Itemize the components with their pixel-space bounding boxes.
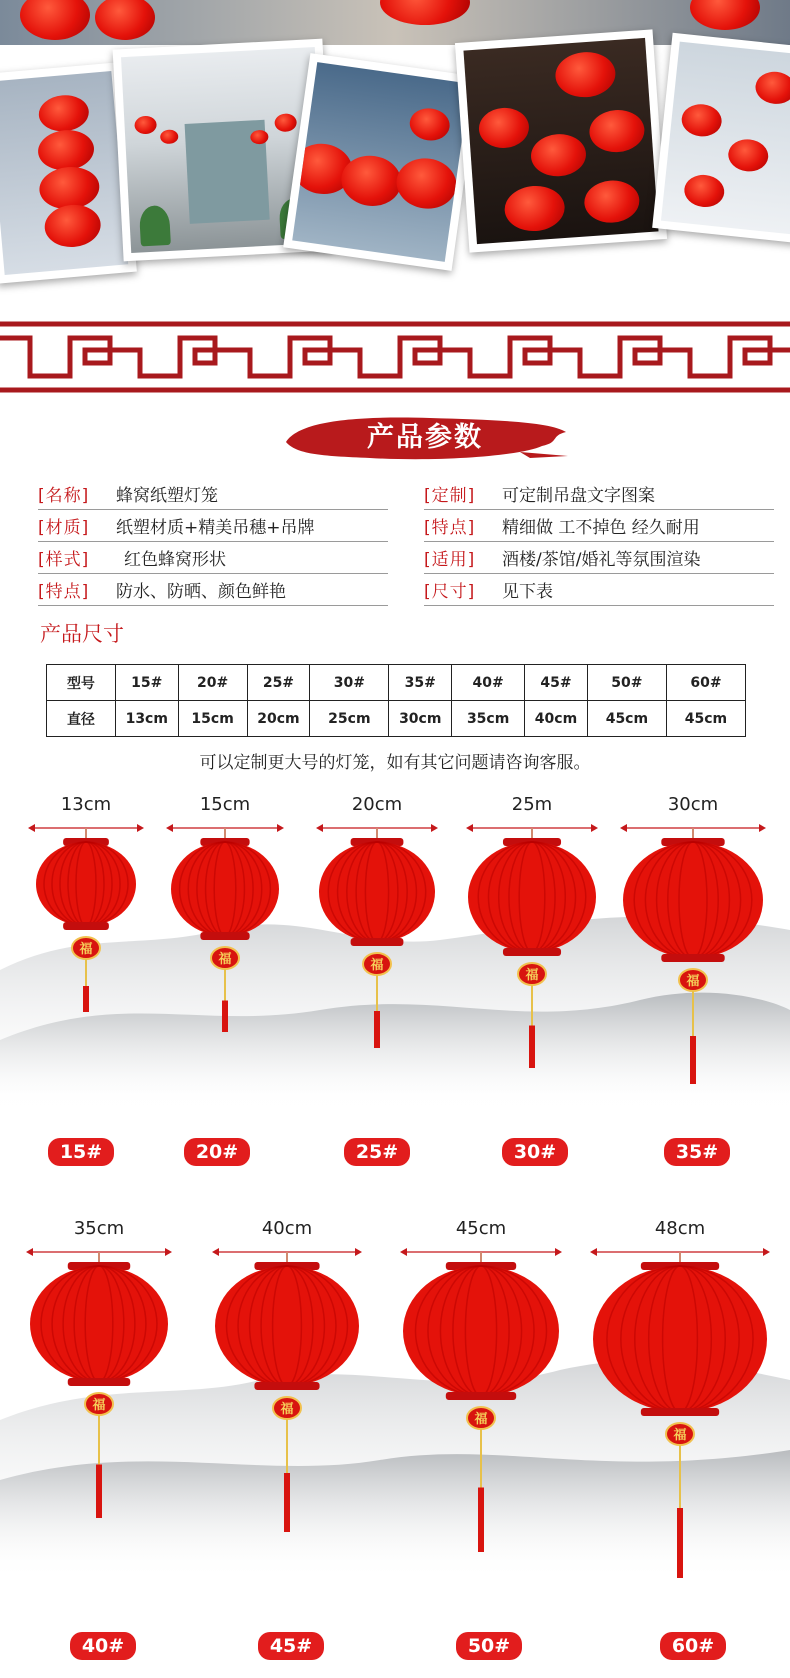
param-value: 精细做 工不掉色 经久耐用 <box>502 518 700 538</box>
table-cell: 35# <box>389 665 452 701</box>
model-badge: 20# <box>184 1138 250 1166</box>
params-title: 产品参数 <box>367 422 483 453</box>
param-key: [名称] <box>38 486 90 506</box>
param-key: [特点] <box>38 582 90 602</box>
param-value: 酒楼/茶馆/婚礼等氛围渲染 <box>502 550 701 570</box>
table-cell: 20cm <box>247 701 310 737</box>
table-cell: 45# <box>525 665 588 701</box>
model-badge: 30# <box>502 1138 568 1166</box>
table-cell: 15cm <box>178 701 247 737</box>
lantern-icon <box>34 828 138 1012</box>
param-key: [尺寸] <box>424 582 476 602</box>
param-row <box>38 510 388 542</box>
photo-lantern-row <box>283 53 479 271</box>
lantern-dimension: 13cm <box>60 794 112 815</box>
param-row <box>38 478 388 510</box>
param-value: 可定制吊盘文字图案 <box>502 486 655 506</box>
param-key: [特点] <box>424 518 476 538</box>
params-list-right <box>424 478 774 606</box>
table-cell: 35cm <box>452 701 525 737</box>
param-value: 蜂窝纸塑灯笼 <box>116 486 218 506</box>
fu-character: 福 <box>218 952 232 967</box>
lantern-icon <box>621 828 765 1084</box>
lantern-icon <box>401 1252 561 1552</box>
model-badge: 25# <box>344 1138 410 1166</box>
table-row <box>47 701 746 737</box>
param-value: 见下表 <box>502 582 553 602</box>
param-value: 纸塑材质+精美吊穗+吊牌 <box>116 518 315 538</box>
lantern-dimension: 40cm <box>261 1218 313 1239</box>
photo-collage <box>0 0 790 300</box>
table-cell: 25# <box>247 665 310 701</box>
params-list-left <box>38 478 388 606</box>
lantern-dimension: 30cm <box>667 794 719 815</box>
model-badge: 35# <box>664 1138 730 1166</box>
fu-character: 福 <box>474 1412 488 1427</box>
model-badge: 60# <box>660 1632 726 1660</box>
param-row <box>424 542 774 574</box>
custom-size-note: 可以定制更大号的灯笼，如有其它问题请咨询客服。 <box>199 753 591 773</box>
lantern-icon <box>317 828 437 1048</box>
table-row-label: 型号 <box>47 665 116 701</box>
table-cell: 30cm <box>389 701 452 737</box>
table-row <box>47 665 746 701</box>
fu-character: 福 <box>79 942 93 957</box>
param-key: [材质] <box>38 518 90 538</box>
param-key: [适用] <box>424 550 476 570</box>
table-cell: 13cm <box>115 701 178 737</box>
fu-character: 福 <box>370 958 384 973</box>
lantern-icon <box>28 1252 170 1518</box>
table-cell: 20# <box>178 665 247 701</box>
model-badge: 40# <box>70 1632 136 1660</box>
fu-character: 福 <box>673 1428 687 1443</box>
model-badge: 50# <box>456 1632 522 1660</box>
table-cell: 30# <box>310 665 389 701</box>
fu-character: 福 <box>686 974 700 989</box>
param-key: [样式] <box>38 550 90 570</box>
photo-branch-lanterns <box>652 33 790 243</box>
lantern-dimension: 25m <box>511 794 553 815</box>
table-cell: 50# <box>587 665 666 701</box>
table-cell: 60# <box>666 665 745 701</box>
size-heading: 产品尺寸 <box>40 622 124 646</box>
param-row <box>424 478 774 510</box>
lantern-icon <box>169 828 281 1032</box>
table-cell: 45cm <box>587 701 666 737</box>
model-badge: 45# <box>258 1632 324 1660</box>
lantern-icon <box>591 1252 769 1578</box>
fu-character: 福 <box>280 1402 294 1417</box>
lantern-dimension: 15cm <box>199 794 251 815</box>
params-title-banner <box>280 412 570 464</box>
lantern-dimension: 20cm <box>351 794 403 815</box>
lantern-icon <box>466 828 598 1068</box>
lantern-icon <box>213 1252 361 1532</box>
lattice-border <box>0 318 790 396</box>
param-key: [定制] <box>424 486 476 506</box>
photo-night-tree-lanterns <box>455 29 667 252</box>
model-badge: 15# <box>48 1138 114 1166</box>
table-cell: 25cm <box>310 701 389 737</box>
param-row <box>38 574 388 606</box>
fu-character: 福 <box>525 968 539 983</box>
param-value: 红色蜂窝形状 <box>124 550 226 570</box>
param-value: 防水、防晒、颜色鲜艳 <box>116 582 286 602</box>
lantern-dimension: 45cm <box>455 1218 507 1239</box>
size-table <box>46 664 746 737</box>
param-row <box>38 542 388 574</box>
fu-character: 福 <box>92 1398 106 1413</box>
table-cell: 15# <box>115 665 178 701</box>
table-cell: 40cm <box>525 701 588 737</box>
lantern-dimension: 35cm <box>73 1218 125 1239</box>
table-row-label: 直径 <box>47 701 116 737</box>
lantern-dimension: 48cm <box>654 1218 706 1239</box>
param-row <box>424 510 774 542</box>
table-cell: 45cm <box>666 701 745 737</box>
param-row <box>424 574 774 606</box>
table-cell: 40# <box>452 665 525 701</box>
